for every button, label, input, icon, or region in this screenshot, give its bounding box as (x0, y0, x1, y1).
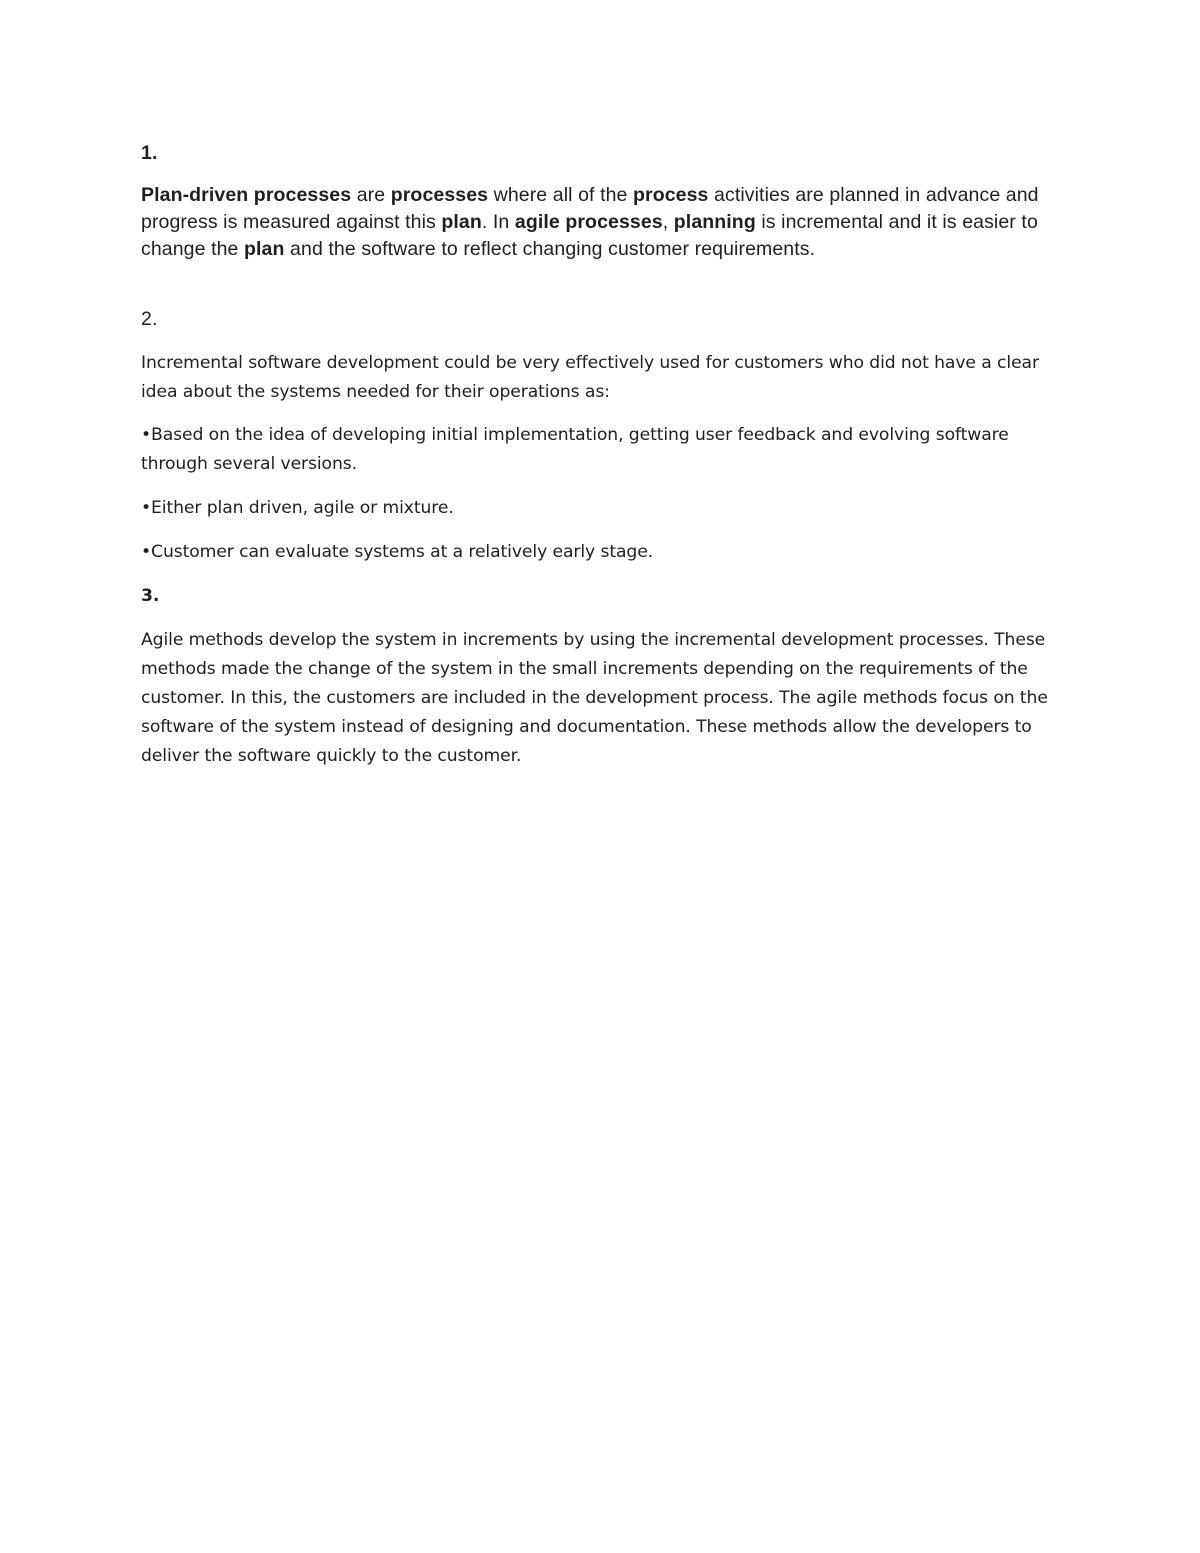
bullet-item-2: •Either plan driven, agile or mixture. (141, 498, 454, 518)
text-segment: . In (481, 211, 515, 233)
bold-term: plan (441, 211, 482, 233)
bold-term: process (633, 184, 709, 206)
text-segment: , (662, 211, 674, 233)
section-2-number: 2. (141, 308, 158, 330)
bold-term: processes (390, 184, 489, 206)
text-segment: and the software to reflect changing customer requirements. (284, 238, 816, 260)
section-1-paragraph (141, 182, 1041, 263)
bullet-item-1: •Based on the idea of developing initial implementation, getting user feedback and evolving software through several versions. (141, 425, 1009, 474)
text-segment: is incremental and it is easier to change the (141, 211, 1038, 260)
text-segment: are (351, 184, 391, 206)
section-2-intro: Incremental software development could be very effectively used for customers who did not have a clear idea about the systems needed for their operations as: (141, 353, 1039, 402)
text-segment: where all of the (488, 184, 634, 206)
text-segment: activities are planned in advance and progress is measured against this (141, 184, 1039, 233)
bullet-item-3: •Customer can evaluate systems at a relatively early stage. (141, 542, 654, 562)
bold-term: planning (673, 211, 756, 233)
section-1-number: 1. (141, 142, 158, 164)
section-3-paragraph: Agile methods develop the system in increments by using the incremental development processes. These methods made the change of the system in the small increments depending on the requirements of the customer. In this, the customers are included in the development process. The agile methods focus on the software of the system instead of designing and documentation. These methods allow the developers to deliver the software quickly to the customer. (141, 630, 1048, 766)
section-3-number: 3. (141, 586, 160, 606)
bold-term: plan (244, 238, 285, 260)
bold-term: Plan-driven processes (141, 184, 352, 206)
bold-term: agile processes (514, 211, 663, 233)
